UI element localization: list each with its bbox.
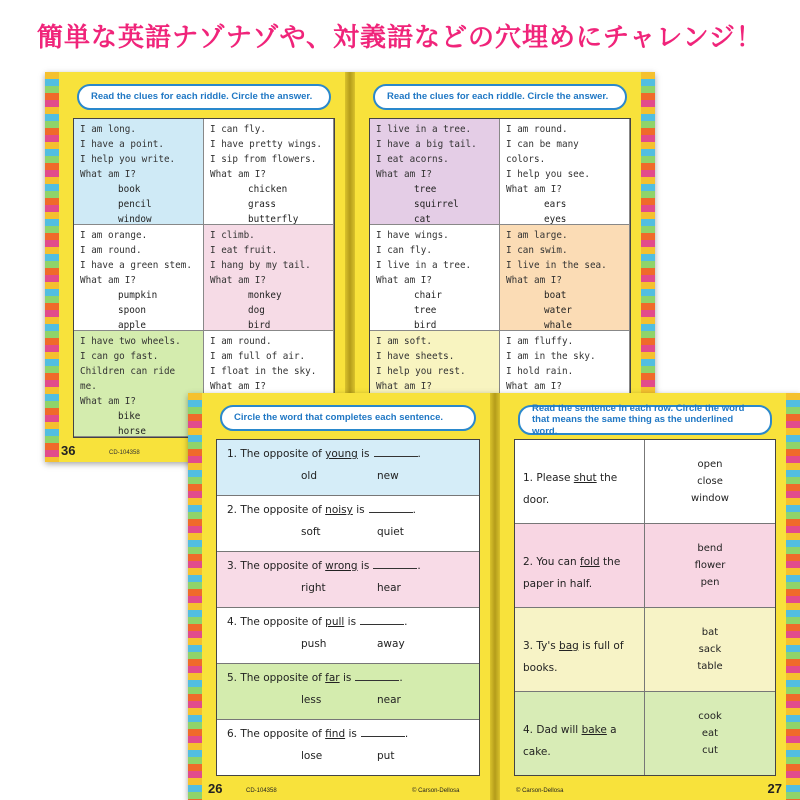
antonym-sentence — [227, 728, 408, 740]
riddle-clue: Children can ride me. — [80, 366, 176, 392]
riddle-clue: I can be many colors. — [506, 139, 579, 165]
answer-option: soft — [301, 526, 321, 538]
riddle-clue: I am large. — [506, 230, 568, 241]
antonym-instruction: Circle the word that completes each sentence. — [220, 405, 476, 431]
underlined-word: wrong — [325, 560, 358, 572]
riddle-answer-choice: ears — [544, 199, 567, 210]
answer-option: cook — [698, 711, 722, 722]
riddle-answer-choice: book — [118, 184, 141, 195]
underlined-word: find — [325, 728, 346, 740]
riddle-clue: What am I? — [210, 381, 266, 392]
riddle-answer-choice: bird — [414, 320, 437, 331]
riddle-cell — [500, 225, 630, 331]
riddle-clue: I am soft. — [376, 336, 432, 347]
page-number: 36 — [61, 443, 76, 458]
riddle-clue: I have sheets. — [376, 351, 455, 362]
riddle-clue: I have wings. — [376, 230, 449, 241]
answer-option: away — [377, 638, 405, 650]
riddle-answer-choice: bike — [118, 411, 141, 422]
word-workbook-spread — [188, 393, 800, 800]
sentence-period: . — [412, 504, 416, 516]
antonym-sentence — [227, 672, 403, 684]
antonym-row — [217, 496, 479, 552]
underlined-word: shut — [573, 471, 597, 484]
sentence-prefix: 1. Please — [523, 471, 574, 484]
riddle-clue: I live in a tree. — [376, 124, 472, 135]
antonym-sentence — [227, 616, 407, 628]
sentence-suffix: a cake. — [523, 723, 617, 758]
sentence-period: . — [399, 672, 403, 684]
riddle-clue: I help you see. — [506, 169, 590, 180]
riddle-clue: I have pretty wings. — [210, 139, 322, 150]
synonym-page — [500, 393, 786, 800]
synonym-list — [514, 439, 776, 776]
riddle-clue: I have two wheels. — [80, 336, 181, 347]
riddle-cell — [204, 119, 334, 225]
sentence-suffix: is — [339, 672, 352, 684]
antonym-row — [217, 552, 479, 608]
riddle-clue: What am I? — [210, 169, 266, 180]
riddle-clue: I can go fast. — [80, 351, 159, 362]
riddle-answer-choice: boat — [544, 290, 567, 301]
riddle-grid-left — [73, 118, 335, 438]
copyright: © Carson-Dellosa — [412, 788, 460, 794]
sentence-prefix: 2. The opposite of — [227, 504, 326, 516]
underlined-word: pull — [325, 616, 345, 628]
sentence-period: . — [404, 728, 409, 740]
riddle-answer-choice: chicken — [248, 184, 288, 195]
answer-option: hear — [377, 582, 401, 594]
antonym-row — [217, 608, 479, 664]
riddle-clue: I am full of air. — [210, 351, 306, 362]
riddle-clue: I hang by my tail. — [210, 260, 311, 271]
synonym-sentence — [515, 608, 645, 691]
answer-option: lose — [301, 750, 323, 762]
sentence-prefix: 3. Ty's — [523, 639, 560, 652]
antonym-sentence — [227, 504, 416, 516]
sentence-suffix: is — [352, 504, 365, 516]
riddle-answer-choice: bird — [248, 320, 271, 331]
answer-blank — [374, 456, 418, 457]
answer-blank — [355, 680, 399, 681]
answer-option: near — [377, 694, 401, 706]
riddle-answer-choice: water — [544, 305, 572, 316]
sentence-period: . — [404, 616, 408, 628]
answer-option: quiet — [377, 526, 404, 538]
riddle-clue: What am I? — [80, 396, 136, 407]
riddle-clue: I can fly. — [210, 124, 266, 135]
synonym-row — [515, 440, 775, 524]
sentence-suffix: the paper in half. — [523, 555, 621, 590]
synonym-row — [515, 524, 775, 608]
sentence-suffix: the door. — [523, 471, 618, 506]
riddle-cell — [500, 119, 630, 225]
underlined-word: bag — [559, 639, 579, 652]
antonym-row — [217, 720, 479, 775]
riddle-answer-choice: butterfly — [248, 214, 299, 225]
sentence-prefix: 2. You can — [523, 555, 580, 568]
synonym-sentence — [515, 440, 645, 523]
riddle-clue: What am I? — [80, 275, 136, 286]
riddle-cell — [74, 331, 204, 437]
sentence-period: . — [417, 560, 421, 572]
underlined-word: young — [325, 448, 358, 460]
riddle-clue: What am I? — [506, 275, 562, 286]
answer-option: put — [377, 750, 395, 762]
synonym-row — [515, 608, 775, 692]
answer-option: close — [697, 476, 723, 487]
riddle-answer-choice: tree — [414, 305, 437, 316]
sentence-prefix: 6. The opposite of — [227, 728, 326, 740]
answer-option: pen — [700, 577, 720, 588]
sentence-prefix: 5. The opposite of — [227, 672, 326, 684]
riddle-clue: I help you write. — [80, 154, 176, 165]
zigzag-border-left — [188, 393, 202, 800]
synonym-options — [645, 692, 775, 775]
answer-option: bend — [697, 543, 723, 554]
sentence-prefix: 4. The opposite of — [227, 616, 326, 628]
riddle-clue: I hold rain. — [506, 366, 574, 377]
riddle-cell — [74, 225, 204, 331]
riddle-clue: What am I? — [376, 169, 432, 180]
answer-option: less — [301, 694, 322, 706]
riddle-clue: I have a point. — [80, 139, 164, 150]
answer-blank — [361, 736, 405, 737]
riddle-clue: What am I? — [80, 169, 136, 180]
riddle-answer-choice: window — [118, 214, 152, 225]
riddle-clue: What am I? — [506, 184, 562, 195]
sentence-suffix: is — [357, 560, 370, 572]
riddle-clue: I help you rest. — [376, 366, 466, 377]
underlined-word: far — [325, 672, 340, 684]
underlined-word: noisy — [325, 504, 353, 516]
zigzag-border-left — [45, 72, 59, 462]
riddle-clue: I am round. — [210, 336, 272, 347]
riddle-clue: I climb. — [210, 230, 255, 241]
riddle-answer-choice: pumpkin — [118, 290, 158, 301]
book-gutter — [490, 393, 500, 800]
synonym-instruction: Read the sentence in each row. Circle the word that means the same thing as the underlined word. — [518, 405, 772, 435]
sentence-prefix: 3. The opposite of — [227, 560, 326, 572]
copyright: © Carson-Dellosa — [516, 788, 564, 794]
sentence-period: . — [417, 448, 421, 460]
antonym-list — [216, 439, 480, 776]
riddle-answer-choice: eyes — [544, 214, 567, 225]
riddle-clue: What am I? — [506, 381, 562, 392]
answer-option: new — [377, 470, 399, 482]
riddle-cell — [74, 119, 204, 225]
synonym-sentence — [515, 524, 645, 607]
sentence-suffix: is full of books. — [523, 639, 624, 674]
answer-option: bat — [701, 627, 719, 638]
product-code: CD-104358 — [246, 788, 277, 794]
antonym-sentence — [227, 560, 421, 572]
riddle-clue: I can fly. — [376, 245, 432, 256]
synonym-options — [645, 524, 775, 607]
page-number: 26 — [208, 781, 223, 796]
synonym-row — [515, 692, 775, 775]
synonym-options — [645, 608, 775, 691]
riddle-grid-right — [369, 118, 631, 438]
underlined-word: fold — [580, 555, 600, 568]
answer-option: right — [301, 582, 326, 594]
page-number: 27 — [767, 781, 782, 796]
riddle-clue: I am fluffy. — [506, 336, 574, 347]
sentence-suffix: is — [344, 616, 357, 628]
answer-option: old — [301, 470, 318, 482]
riddle-answer-choice: spoon — [118, 305, 146, 316]
riddle-cell — [370, 119, 500, 225]
answer-option: flower — [694, 560, 726, 571]
zigzag-border-right — [786, 393, 800, 800]
riddle-answer-choice: pencil — [118, 199, 152, 210]
riddle-cell — [204, 225, 334, 331]
riddle-clue: I eat acorns. — [376, 154, 449, 165]
underlined-word: bake — [581, 723, 607, 736]
riddle-instruction-right: Read the clues for each riddle. Circle the answer. — [373, 84, 627, 110]
riddle-clue: What am I? — [210, 275, 266, 286]
riddle-clue: I eat fruit. — [210, 245, 278, 256]
synonym-options — [645, 440, 775, 523]
riddle-clue: I have a big tail. — [376, 139, 477, 150]
riddle-clue: What am I? — [376, 381, 432, 392]
riddle-answer-choice: tree — [414, 184, 437, 195]
answer-option: window — [691, 493, 729, 504]
riddle-instruction-left: Read the clues for each riddle. Circle the answer. — [77, 84, 331, 110]
sentence-prefix: 4. Dad will — [523, 723, 582, 736]
riddle-clue: I live in a tree. — [376, 260, 472, 271]
riddle-clue: I can swim. — [506, 245, 568, 256]
riddle-cell — [370, 225, 500, 331]
riddle-clue: I sip from flowers. — [210, 154, 317, 165]
synonym-sentence — [515, 692, 645, 775]
riddle-clue: I am orange. — [80, 230, 148, 241]
riddle-clue: I have a green stem. — [80, 260, 192, 271]
riddle-answer-choice: cat — [414, 214, 431, 225]
answer-blank — [373, 568, 417, 569]
riddle-answer-choice: whale — [544, 320, 572, 331]
riddle-answer-choice: grass — [248, 199, 276, 210]
answer-option: sack — [698, 644, 722, 655]
riddle-clue: I am round. — [506, 124, 568, 135]
answer-option: push — [301, 638, 327, 650]
answer-option: open — [697, 459, 723, 470]
riddle-answer-choice: squirrel — [414, 199, 459, 210]
antonym-page — [202, 393, 490, 800]
answer-option: cut — [702, 745, 718, 756]
sentence-prefix: 1. The opposite of — [227, 448, 326, 460]
answer-option: eat — [701, 728, 719, 739]
riddle-clue: I live in the sea. — [506, 260, 607, 271]
riddle-answer-choice: monkey — [248, 290, 282, 301]
riddle-answer-choice: chair — [414, 290, 442, 301]
sentence-suffix: is — [357, 448, 370, 460]
answer-blank — [360, 624, 404, 625]
riddle-clue: I am long. — [80, 124, 136, 135]
product-code: CD-104358 — [109, 450, 140, 456]
riddle-answer-choice: apple — [118, 320, 146, 331]
sentence-suffix: is — [345, 728, 357, 740]
antonym-row — [217, 440, 479, 496]
riddle-answer-choice: dog — [248, 305, 265, 316]
riddle-clue: I float in the sky. — [210, 366, 317, 377]
riddle-clue: I am round. — [80, 245, 142, 256]
answer-option: table — [697, 661, 723, 672]
promo-headline: 簡単な英語ナゾナゾや、対義語などの穴埋めにチャレンジ！ — [37, 22, 763, 53]
riddle-clue: What am I? — [376, 275, 432, 286]
riddle-answer-choice: horse — [118, 426, 146, 437]
riddle-clue: I am in the sky. — [506, 351, 596, 362]
antonym-row — [217, 664, 479, 720]
antonym-sentence — [227, 448, 421, 460]
answer-blank — [369, 512, 413, 513]
